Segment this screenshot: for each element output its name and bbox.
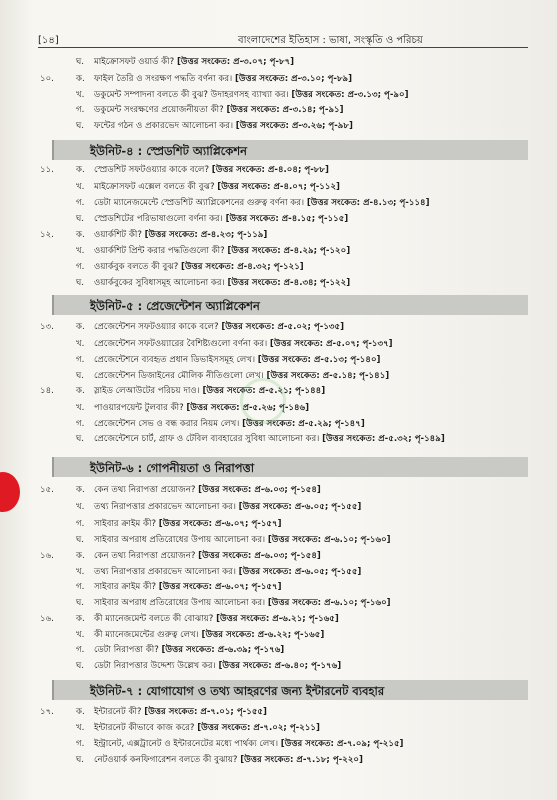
question-text: তথ্য নিরাপত্তার প্রকারভেদ আলোচনা কর। xyxy=(94,567,236,577)
question-text-line xyxy=(94,533,391,548)
answer-hint: [উত্তর সংকেত: প্র-৭.০৯; পৃ-২১৫] xyxy=(280,739,404,749)
answer-hint: [উত্তর সংকেত: প্র-৩.২৬; পৃ-৯৮] xyxy=(235,121,353,131)
sub-question-letter: গ. xyxy=(76,105,85,115)
sub-question-letter: গ. xyxy=(76,645,85,655)
question-number: ১৪. xyxy=(40,386,54,396)
question-text-line xyxy=(94,483,321,498)
question-text: নেটওয়ার্ক কনফিগারেশন বলতে কী বুঝায়? xyxy=(94,755,238,765)
unit-heading: ইউনিট-৫ : প্রেজেন্টেশন অ্যাপ্লিকেশন xyxy=(52,295,528,315)
sub-question-letter: খ. xyxy=(76,502,85,512)
answer-hint: [উত্তর সংকেত: প্র-৪.০৪; পৃ-৮৮] xyxy=(211,165,329,175)
answer-hint: [উত্তর সংকেত: প্র-৫.১৪; পৃ-১৪১] xyxy=(266,371,390,381)
answer-hint: [উত্তর সংকেত: প্র-৩.১৩; পৃ-৯০] xyxy=(291,90,409,100)
question-number: ১০. xyxy=(40,74,54,84)
question-text-line xyxy=(94,103,344,118)
question-text: সাইবার অপরাধ প্রতিরোধের উপায় আলোচনা কর। xyxy=(94,598,266,608)
question-text-line xyxy=(94,384,325,399)
answer-hint: [উত্তর সংকেত: প্র-৭.১৮; পৃ-২২০] xyxy=(240,755,363,765)
page-number: [১৪] xyxy=(38,35,59,46)
unit-heading: ইউনিট-৪ : স্প্রেডশিট অ্যাপ্লিকেশন xyxy=(52,140,528,160)
question-text-line xyxy=(94,417,365,432)
sub-question-letter: ঘ. xyxy=(76,57,85,67)
sub-question-letter: খ. xyxy=(76,723,85,733)
question-text: প্রেজেন্টেশন সেভ ও বন্ধ করার নিয়ম লেখ। xyxy=(94,419,240,429)
answer-hint: [উত্তর সংকেত: প্র-৪.১৩; পৃ-১১৪] xyxy=(306,198,430,208)
sub-question-letter: খ. xyxy=(76,403,85,413)
sub-question-letter: ক. xyxy=(76,230,85,240)
question-text-line xyxy=(94,320,344,335)
question-text: প্রেজেন্টেশনে চার্ট, গ্রাফ ও টেবিল ব্যবহারের সুবিধা আলোচনা কর। xyxy=(94,434,320,444)
question-text: কী ম্যানেজমেন্ট বলতে কী বোঝায়? xyxy=(94,614,214,624)
question-text-line xyxy=(94,337,393,352)
sub-question-letter: ক. xyxy=(76,707,85,717)
answer-hint: [উত্তর সংকেত: প্র-৬.০৭; পৃ-১৫৭] xyxy=(158,519,282,529)
question-text: প্রেজেন্টেশনে ব্যবহৃত প্রধান ডিভাইসসমূহ লেখ। xyxy=(94,355,256,365)
answer-hint: [উত্তর সংকেত: প্র-৬.১০; পৃ-১৬০] xyxy=(267,535,391,545)
sub-question-letter: ক. xyxy=(76,74,85,84)
sub-question-letter: খ. xyxy=(76,567,85,577)
question-text: ডেটা ম্যানেজমেন্টে স্প্রেডশিট অ্যাপ্লিকেশনের গুরুত্ব বর্ণনা কর। xyxy=(94,198,305,208)
question-text-line xyxy=(94,432,445,447)
running-title: বাংলাদেশের ইতিহাস : ভাষা, সংস্কৃতি ও পরিচয় xyxy=(238,35,423,46)
watermark-logo xyxy=(240,378,286,424)
question-text: ডেটা নিরাপত্তার উদ্দেশ্য উল্লেখ কর। xyxy=(94,661,216,671)
question-text-line xyxy=(94,244,350,259)
sub-question-letter: খ. xyxy=(76,90,85,100)
sub-question-letter: গ. xyxy=(76,739,85,749)
answer-hint: [উত্তর সংকেত: প্র-৪.০৭; পৃ-১১২] xyxy=(217,182,340,192)
question-text-line xyxy=(94,260,304,275)
question-number: ১২. xyxy=(40,230,54,240)
question-text-line xyxy=(94,643,284,658)
question-text-line xyxy=(94,276,350,291)
answer-hint: [উত্তর সংকেত: প্র-৬.০৫; পৃ-১৫৫] xyxy=(238,502,362,512)
question-text-line xyxy=(94,163,329,178)
answer-hint: [উত্তর সংকেত: প্র-৭.০১; পৃ-১৫৫] xyxy=(144,707,267,717)
answer-hint: [উত্তর সংকেত: প্র-৫.২৬; পৃ-১৪৬] xyxy=(186,403,310,413)
answer-hint: [উত্তর সংকেত: প্র-৬.৪০; পৃ-১৭৬] xyxy=(218,661,342,671)
question-text-line xyxy=(94,369,389,384)
sub-question-letter: ক. xyxy=(76,551,85,561)
question-text-line xyxy=(94,517,282,532)
question-text-line xyxy=(94,500,361,515)
question-text: ইন্টারনেট কী? xyxy=(94,707,142,717)
sub-question-letter: গ. xyxy=(76,419,85,429)
question-text: ওয়ার্কশিট প্রিন্ট করার পদ্ধতিগুলো কী? xyxy=(94,246,225,256)
question-text-line xyxy=(94,612,339,627)
page-header xyxy=(38,31,528,48)
question-text-line xyxy=(94,119,353,134)
question-text: স্লাইড লেআউটের পরিচয় দাও। xyxy=(94,386,200,396)
sub-question-letter: ক. xyxy=(76,322,85,332)
question-text-line xyxy=(94,353,380,368)
question-text: সাইবার অপরাধ প্রতিরোধের উপায় আলোচনা কর। xyxy=(94,535,266,545)
question-text: মাইক্রোসফট ওয়ার্ড কী? xyxy=(94,57,175,67)
question-text: কেন তথ্য নিরাপত্তা প্রয়োজন? xyxy=(94,485,196,495)
sub-question-letter: খ. xyxy=(76,246,85,256)
sub-question-letter: ঘ. xyxy=(76,755,85,765)
question-text: স্প্রেডশিট সফটওয়্যার কাকে বলে? xyxy=(94,165,210,175)
answer-hint: [উত্তর সংকেত: প্র-৬.০৫; পৃ-১৫৫] xyxy=(238,567,362,577)
question-number: ১৬. xyxy=(40,614,54,624)
question-text-line xyxy=(94,596,391,611)
answer-hint: [উত্তর সংকেত: প্র-৩.১০; পৃ-৮৯] xyxy=(234,74,353,84)
question-text: ওয়ার্কবুকের সুবিধাসমূহ আলোচনা কর। xyxy=(94,278,225,288)
answer-hint: [উত্তর সংকেত: প্র-৫.৩২; পৃ-১৪৯] xyxy=(322,434,445,444)
question-text: প্রেজেন্টেশন সফটওয়্যার কাকে বলে? xyxy=(94,322,219,332)
sub-question-letter: ক. xyxy=(76,165,85,175)
answer-hint: [উত্তর সংকেত: প্র-৪.১৫; পৃ-১১৫] xyxy=(225,214,349,224)
answer-hint: [উত্তর সংকেত: প্র-৪.২৯; পৃ-১২০] xyxy=(227,246,351,256)
answer-hint: [উত্তর সংকেত: প্র-৩.০৭; পৃ-৮৭] xyxy=(176,57,295,67)
question-number: ১৩. xyxy=(40,322,54,332)
question-text: সাইবার ক্রাইম কী? xyxy=(94,582,157,592)
sub-question-letter: ঘ. xyxy=(76,434,85,444)
question-number: ১৫. xyxy=(40,485,54,495)
question-text: ফন্টের গঠন ও প্রকারভেদ আলোচনা কর। xyxy=(94,121,234,131)
answer-hint: [উত্তর সংকেত: প্র-৪.২৩; পৃ-১১৯] xyxy=(144,230,268,240)
answer-hint: [উত্তর সংকেত: প্র-৬.০৩; পৃ-১৫৪] xyxy=(198,485,321,495)
answer-hint: [উত্তর সংকেত: প্র-৪.৩৪; পৃ-১২২] xyxy=(227,278,351,288)
question-text: কেন তথ্য নিরাপত্তা প্রয়োজন? xyxy=(94,551,196,561)
answer-hint: [উত্তর সংকেত: প্র-৪.৩২; পৃ-১২১] xyxy=(181,262,304,272)
question-text: পাওয়ারপয়েন্ট টুলবার কী? xyxy=(94,403,184,413)
unit-heading: ইউনিট-৭ : যোগাযোগ ও তথ্য আহরণের জন্য ইন্টারনেট ব্যবহার xyxy=(52,680,528,700)
sub-question-letter: গ. xyxy=(76,519,85,529)
question-text: মাইক্রোসফট এক্সেল বলতে কী বুঝ? xyxy=(94,182,215,192)
sub-question-letter: ঘ. xyxy=(76,661,85,671)
answer-hint: [উত্তর সংকেত: প্র-৫.১৩; পৃ-১৪০] xyxy=(257,355,381,365)
sub-question-letter: খ. xyxy=(76,339,85,349)
answer-hint: [উত্তর সংকেত: প্র-৬.১০; পৃ-১৬০] xyxy=(267,598,391,608)
question-text-line xyxy=(94,55,294,70)
unit-heading: ইউনিট-৬ : গোপনীয়তা ও নিরাপত্তা xyxy=(52,457,528,477)
question-text: ডেটা নিরাপত্তা কী? xyxy=(94,645,159,655)
answer-hint: [উত্তর সংকেত: প্র-৫.০২; পৃ-১৩৫] xyxy=(221,322,345,332)
sub-question-letter: ঘ. xyxy=(76,278,85,288)
question-text-line xyxy=(94,212,348,227)
question-text: ডকুমেন্ট সংরক্ষণের প্রয়োজনীয়তা কী? xyxy=(94,105,224,115)
question-text-line xyxy=(94,580,282,595)
sub-question-letter: গ. xyxy=(76,582,85,592)
answer-hint: [উত্তর সংকেত: প্র-৫.২১; পৃ-১৪৪] xyxy=(202,386,326,396)
sub-question-letter: গ. xyxy=(76,262,85,272)
question-text: ফাইল তৈরি ও সংরক্ষণ পদ্ধতি বর্ণনা কর। xyxy=(94,74,233,84)
answer-hint: [উত্তর সংকেত: প্র-৭.০২; পৃ-২১১] xyxy=(197,723,320,733)
question-text: কী ম্যানেজমেন্টের গুরুত্ব লেখ। xyxy=(94,630,199,640)
question-text-line xyxy=(94,737,403,752)
question-number: ১৭. xyxy=(40,707,54,717)
question-text: প্রেজেন্টেশন ডিজাইনের মৌলিক নীতিগুলো লেখ। xyxy=(94,371,264,381)
question-text: ওয়ার্কবুক বলতে কী বুঝ? xyxy=(94,262,179,272)
sub-question-letter: ঘ. xyxy=(76,535,85,545)
question-text-line xyxy=(94,721,320,736)
question-text-line xyxy=(94,72,352,87)
answer-hint: [উত্তর সংকেত: প্র-৫.০৭; পৃ-১৩৭] xyxy=(269,339,393,349)
answer-hint: [উত্তর সংকেত: প্র-৫.২৯; পৃ-১৪৭] xyxy=(242,419,365,429)
answer-hint: [উত্তর সংকেত: প্র-৬.০৩; পৃ-১৫৪] xyxy=(198,551,321,561)
question-text-line xyxy=(94,180,340,195)
question-text-line xyxy=(94,753,363,768)
sub-question-letter: গ. xyxy=(76,198,85,208)
answer-hint: [উত্তর সংকেত: প্র-৬.২১; পৃ-১৬৫] xyxy=(216,614,339,624)
answer-hint: [উত্তর সংকেত: প্র-৬.২২; পৃ-১৬৫] xyxy=(201,630,325,640)
sub-question-letter: ঘ. xyxy=(76,598,85,608)
question-text-line xyxy=(94,228,267,243)
question-text: ওয়ার্কশিট কী? xyxy=(94,230,142,240)
question-text-line xyxy=(94,549,321,564)
sub-question-letter: খ. xyxy=(76,630,85,640)
sub-question-letter: ক. xyxy=(76,386,85,396)
sub-question-letter: গ. xyxy=(76,355,85,365)
question-text-line xyxy=(94,628,324,643)
question-text: ইন্টারনেট কীভাবে কাজ করে? xyxy=(94,723,195,733)
sub-question-letter: ক. xyxy=(76,485,85,495)
question-text: প্রেজেন্টেশন সফটওয়্যারের বৈশিষ্ট্যগুলো বর্ণনা কর। xyxy=(94,339,268,349)
sub-question-letter: ক. xyxy=(76,614,85,624)
question-number: ১৬. xyxy=(40,551,54,561)
answer-hint: [উত্তর সংকেত: প্র-৬.০৭; পৃ-১৫৭] xyxy=(158,582,282,592)
question-text: ইন্ট্রানেট, এক্সট্রানেট ও ইন্টারনেটের মধ্যে পার্থক্য লেখ। xyxy=(94,739,279,749)
red-sticker-mark xyxy=(0,472,20,512)
answer-hint: [উত্তর সংকেত: প্র-৬.৩৯; পৃ-১৭৬] xyxy=(161,645,285,655)
sub-question-letter: ঘ. xyxy=(76,121,85,131)
question-text: তথ্য নিরাপত্তার প্রকারভেদ আলোচনা কর। xyxy=(94,502,236,512)
sub-question-letter: ঘ. xyxy=(76,214,85,224)
question-text: স্প্রেডশিটের পরিভাষাগুলো বর্ণনা কর। xyxy=(94,214,223,224)
question-text-line xyxy=(94,196,430,211)
question-text-line xyxy=(94,88,409,103)
sub-question-letter: ঘ. xyxy=(76,371,85,381)
answer-hint: [উত্তর সংকেত: প্র-৩.১৪; পৃ-৯১] xyxy=(226,105,344,115)
question-text-line xyxy=(94,705,267,720)
question-number: ১১. xyxy=(40,165,54,175)
question-text: ডকুমেন্ট সম্পাদনা বলতে কী বুঝ? উদাহরণসহ ব্যাখ্যা কর। xyxy=(94,90,289,100)
question-text-line xyxy=(94,659,341,674)
sub-question-letter: খ. xyxy=(76,182,85,192)
question-text-line xyxy=(94,565,361,580)
question-text: সাইবার ক্রাইম কী? xyxy=(94,519,157,529)
